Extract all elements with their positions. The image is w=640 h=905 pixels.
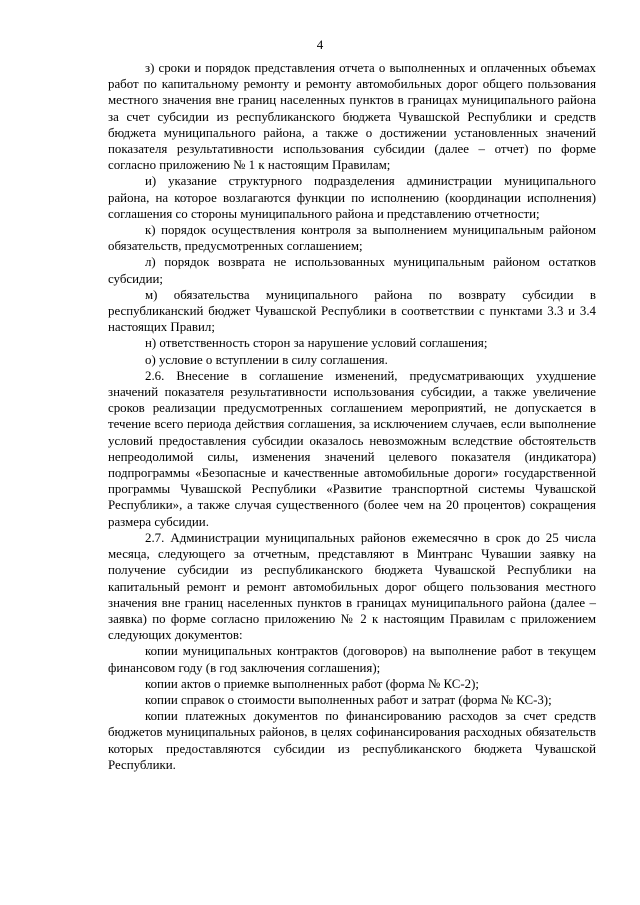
paragraph-l-return-of-balances: л) порядок возврата не использованных муниципальным районом остатков субсидии; bbox=[108, 255, 596, 286]
paragraph-i-responsible-department: и) указание структурного подразделения администрации муниципального района, на которое возлагаются функции по исполнению (координации исполнения) соглашения со стороны муниципального района и представлению отчетности; bbox=[108, 174, 596, 221]
list-item-contract-copies: копии муниципальных контрактов (договоров) на выполнение работ в текущем финансовом году (в год заключения соглашения); bbox=[108, 644, 596, 675]
paragraph-o-entry-into-force: о) условие о вступлении в силу соглашения. bbox=[145, 352, 388, 367]
list-item-ks3-certificates: копии справок о стоимости выполненных работ и затрат (форма № КС-3); bbox=[145, 692, 552, 707]
paragraph-2-7-application: 2.7. Администрации муниципальных районов ежемесячно в срок до 25 числа месяца, следующего за отчетным, представляют в Минтранс Чувашии заявку на получение субсидии из республиканского бюджета Чувашской Республики на капитальный ремонт и ремонт автомобильных дорог общего пользования местного значения вне границ населенных пунктов в границах муниципального района (далее – заявка) по форме согласно приложению № 2 к настоящим Правилам с приложением следующих документов: bbox=[108, 530, 596, 643]
paragraph-n-liability: н) ответственность сторон за нарушение условий соглашения; bbox=[145, 336, 488, 351]
paragraph-m-subsidy-return-obligations: м) обязательства муниципального района по возврату субсидии в республиканский бюджет Чувашской Республики в соответствии с пунктами 3.3 и 3.4 настоящих Правил; bbox=[108, 287, 596, 335]
paragraph-z-report-terms: з) сроки и порядок представления отчета о выполненных и оплаченных объемах работ по капитальному ремонту и ремонту автомобильных дорог общего пользования местного значения вне границ населенных пунктов в границах муниципального района за счет субсидии из республиканского бюджета Чувашской Республики и средств бюджета муниципального района, а также о достижении установленных значений показателя результативности использования субсидии (далее – отчет) по форме согласно приложению № 1 к настоящим Правилам; bbox=[108, 61, 596, 173]
list-item-payment-documents: копии платежных документов по финансированию расходов за счет средств бюджетов муниципальных районов, в целях софинансирования расходных обязательств которых предоставляются субсидии из республиканского бюджета Чувашской Республики. bbox=[108, 709, 596, 772]
paragraph-k-control-procedure: к) порядок осуществления контроля за выполнением муниципальным районом обязательств, предусмотренных соглашением; bbox=[108, 223, 596, 254]
paragraph-2-6-amendments: 2.6. Внесение в соглашение изменений, предусматривающих ухудшение значений показателя результативности использования субсидии, а также увеличение сроков реализации предусмотренных соглашением мероприятий, не допускается в течение всего периода действия соглашения, за исключением случаев, если выполнение условий предоставления субсидии оказалось невозможным вследствие обстоятельств непреодолимой силы, изменения значений целевого показателя (индикатора) подпрограммы «Безопасные и качественные автомобильные дороги» государственной программы Чувашской Республики «Развитие транспортной системы Чувашской Республики», а также случая существенного (более чем на 20 процентов) сокращения размера субсидии. bbox=[108, 368, 596, 529]
page-number: 4 bbox=[316, 37, 324, 52]
list-item-ks2-acts: копии актов о приемке выполненных работ (форма № КС-2); bbox=[145, 676, 479, 691]
document-body bbox=[108, 60, 596, 773]
